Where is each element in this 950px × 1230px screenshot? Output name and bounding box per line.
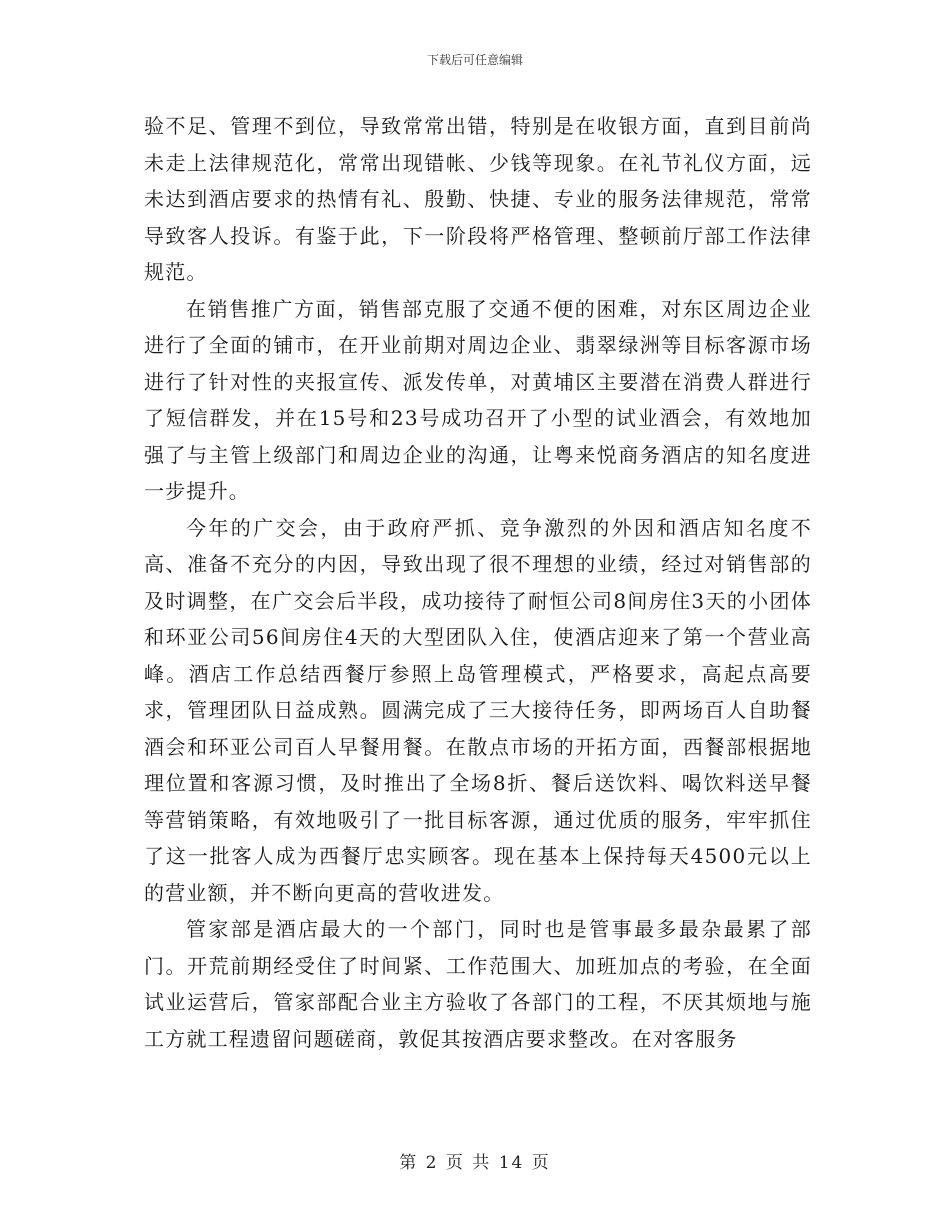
paragraph-canton-fair: 今年的广交会，由于政府严抓、竞争激烈的外因和酒店知名度不高、准备不充分的内因，导致出现了很不理想的业绩，经过对销售部的及时调整，在广交会后半段，成功接待了耐恒公司8间房住3天的小团体和环亚公司56间房住4天的大型团队入住，使酒店迎来了第一个营业高峰。酒店工作总结西餐厅参照上岛管理模式，严格要求，高起点高要求，管理团队日益成熟。圆满完成了三大接待任务，即两场百人自助餐酒会和环亚公司百人早餐用餐。在散点市场的开拓方面，西餐部根据地理位置和客源习惯，及时推出了全场8折、餐后送饮料、喝饮料送早餐等营销策略，有效地吸引了一批目标客源，通过优质的服务，牢牢抓住了这一批客人成为西餐厅忠实顾客。现在基本上保持每天4500元以上的营业额，并不断向更高的营收进发。 (144, 515, 812, 905)
paragraph-sales-promotion: 在销售推广方面，销售部克服了交通不便的困难，对东区周边企业进行了全面的铺市，在开业前期对周边企业、翡翠绿洲等目标客源市场进行了针对性的夹报宣传、派发传单，对黄埔区主要潜在消费人群进行了短信群发，并在15号和23号成功召开了小型的试业酒会，有效地加强了与主管上级部门和周边企业的沟通，让粤来悦商务酒店的知名度进一步提升。 (144, 296, 812, 503)
page-number: 第 2 页 共 14 页 (399, 1153, 551, 1173)
paragraph-continued: 验不足、管理不到位，导致常常出错，特别是在收银方面，直到目前尚未走上法律规范化，常常出现错帐、少钱等现象。在礼节礼仪方面，远未达到酒店要求的热情有礼、殷勤、快捷、专业的服务法律规范，常常导致客人投诉。有鉴于此，下一阶段将严格管理、整顿前厅部工作法律规范。 (144, 114, 812, 284)
page-header-note: 下载后可任意编辑 (426, 53, 523, 67)
paragraph-housekeeping: 管家部是酒店最大的一个部门，同时也是管事最多最杂最累了部门。开荒前期经受住了时间紧、工作范围大、加班加点的考验，在全面试业运营后，管家部配合业主方验收了各部门的工程，不厌其烦地与施工方就工程遗留问题磋商，敦促其按酒店要求整改。在对客服务 (144, 917, 812, 1051)
document-body (144, 108, 812, 1057)
